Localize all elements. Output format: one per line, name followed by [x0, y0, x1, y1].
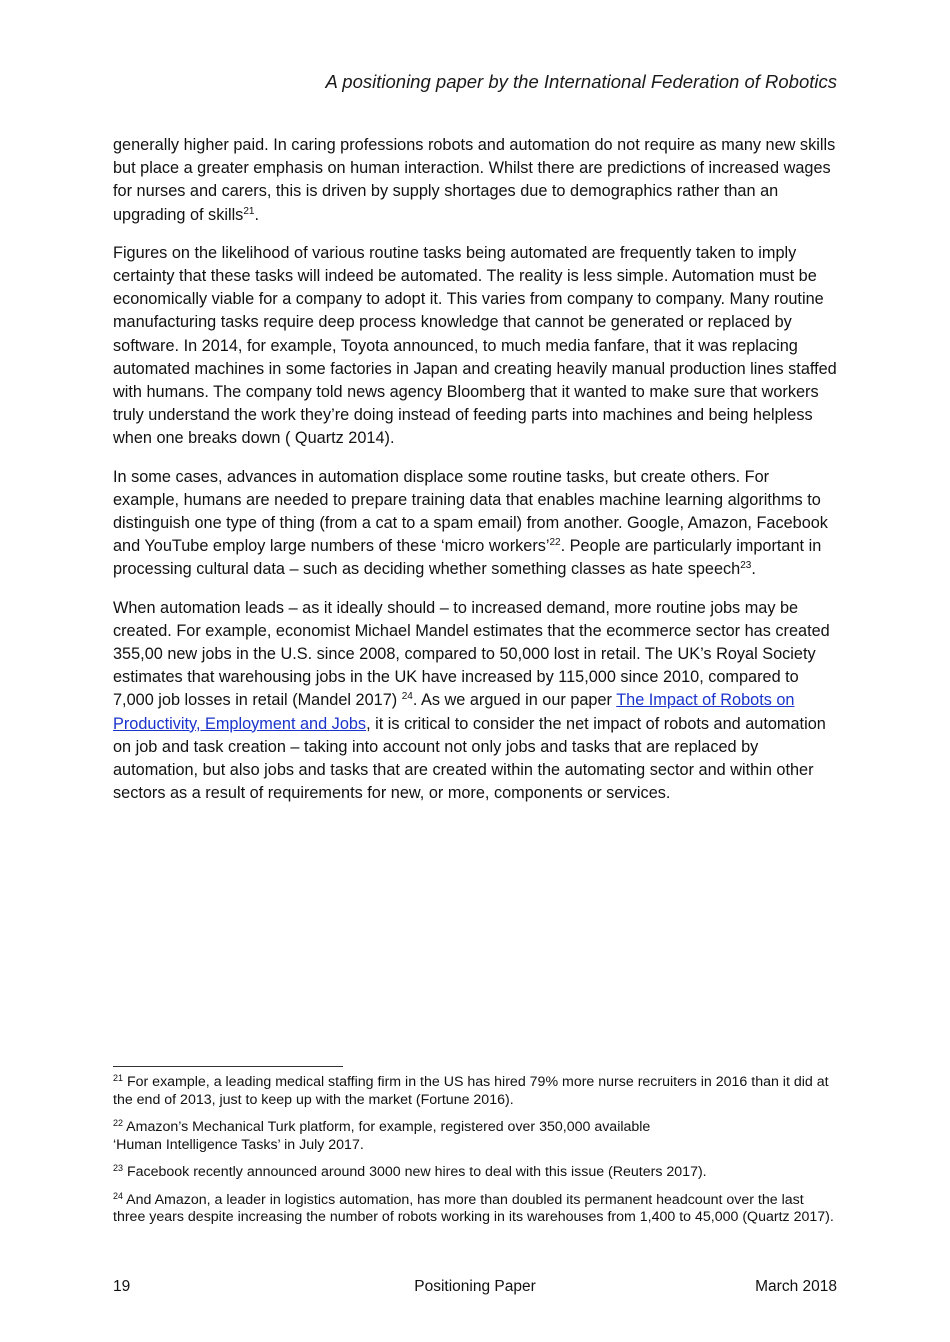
body-text: [113, 134, 839, 820]
paragraph-2: Figures on the likelihood of various routine tasks being automated are frequently taken to imply certainty that these tasks will indeed be automated. The reality is less simple. Automation must be economically viable for a company to adopt it. This varies from company to company. Many routine manufacturing tasks require deep process knowledge that cannot be generated or replaced by software. In 2014, for example, Toyota announced, to much media fanfare, that it was replacing automated machines in some factories in Japan and creating heavily manual production lines staffed with humans. The company told news agency Bloomberg that it wanted to make sure that workers truly understand the work they’re doing instead of feeding parts into machines and being helpless when one breaks down ( Quartz 2014).: [113, 243, 837, 448]
impact-of-robots-paper-link[interactable]: The Impact of Robots on Productivity, Employment and Jobs: [113, 691, 795, 733]
page-number: 19: [113, 1278, 131, 1295]
footnote-ref-24[interactable]: 24: [401, 691, 413, 703]
footnote-ref-22[interactable]: 22: [549, 537, 561, 549]
footnote-22: $^{22}$ Amazon’s Mechanical Turk platform, for example, registered over 350,000 available ‘Human Intelligence Tasks’ in July 2017.: [113, 1118, 651, 1153]
footnote-24: $^{24}$ And Amazon, a leader in logistics automation, has more than doubled its permanent headcount over the last three years despite increasing the number of robots working in its warehouses from 1,400 to 45,000 (Quartz 2017).: [113, 1190, 834, 1225]
footer-date: March 2018: [755, 1278, 837, 1295]
paragraph-1: generally higher paid. In caring professions robots and automation do not require as many new skills but place a greater emphasis on human interaction. Whilst there are predictions of increased wages for nurses and carers, this is driven by supply shortages due to demographics rather than an upgrading of skills$^{21}$.: [113, 136, 836, 224]
footnote-ref-23[interactable]: 23: [740, 560, 752, 572]
page-footer: [113, 1278, 837, 1300]
footnote-21: $^{21}$ For example, a leading medical staffing firm in the US has hired 79% more nurse recruiters in 2016 than it did at the end of 2013, just to keep up with the market (Fortune 2016).: [113, 1073, 829, 1108]
footnote-23: $^{23}$ Facebook recently announced around 3000 new hires to deal with this issue (Reuters 2017).: [113, 1163, 707, 1180]
paragraph-3: In some cases, advances in automation displace some routine tasks, but create others. For example, humans are needed to prepare training data that enables machine learning algorithms to distinguish one type of thing (from a cat to a spam email) from another. Google, Amazon, Facebook and YouTube employ large numbers of these ‘micro workers’$^{22}$. People are particularly important in processing cultural data – such as deciding whether something classes as hate speech$^{23}$.: [113, 467, 828, 579]
footnotes: [113, 1074, 839, 1237]
paragraph-4: When automation leads – as it ideally should – to increased demand, more routine jobs may be created. For example, economist Michael Mandel estimates that the ecommerce sector has created 355,00 new jobs in the U.S. since 2008, compared to 50,000 lost in retail. The UK’s Royal Society estimates that warehousing jobs in the UK have increased by 115,000 since 2010, compared to 7,000 job losses in retail (Mandel 2017) $^{24}$. As we argued in our paper The Impact of Robots on Productivity, Employment and Jobs, it is critical to consider the net impact of robots and automation on job and task creation – taking into account not only jobs and tasks that are replaced by automation, but also jobs and tasks that are created within the automating sector and within other sectors as a result of requirements for new, or more, components or services.: [113, 598, 830, 803]
footnote-ref-21[interactable]: 21: [243, 205, 255, 217]
footnote-separator: [113, 1066, 343, 1067]
footer-document-type: Positioning Paper: [414, 1278, 536, 1295]
running-header: A positioning paper by the International Federation of Robotics: [325, 71, 837, 92]
